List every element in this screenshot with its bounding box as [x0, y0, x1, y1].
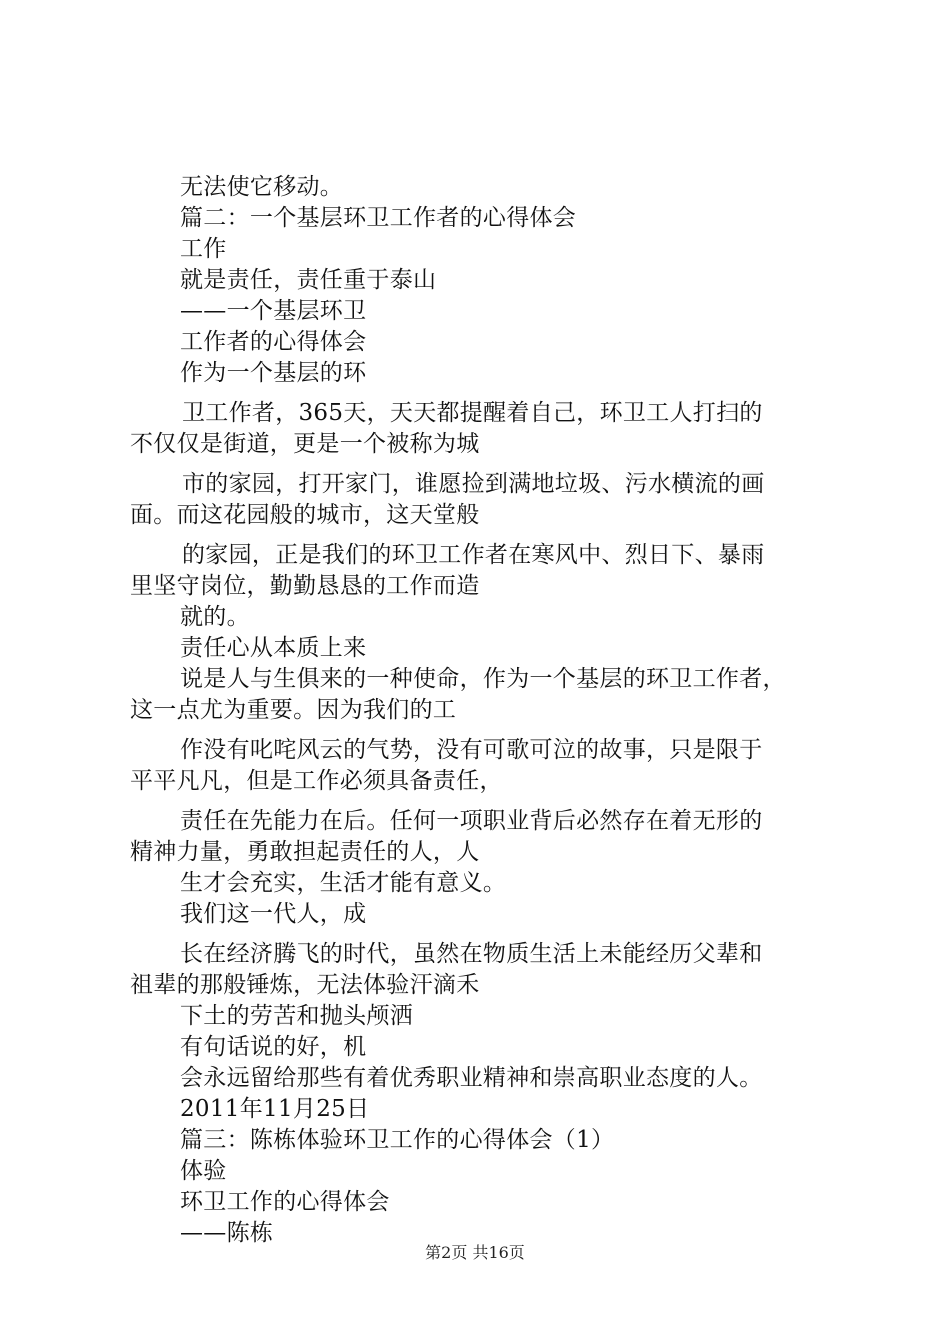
- text-line: 有句话说的好，机: [180, 1034, 367, 1060]
- date-line: 2011年11月25日: [180, 1096, 370, 1122]
- text-line: 面。而这花园般的城市，这天堂般: [130, 502, 480, 528]
- text-line: 的家园，正是我们的环卫工作者在寒风中、烈日下、暴雨: [182, 542, 765, 568]
- text-line: 无法使它移动。: [180, 174, 344, 200]
- text-line: ——一个基层环卫: [180, 298, 367, 324]
- text-line: 责任心从本质上来: [180, 635, 367, 661]
- section-heading: 篇三：陈栋体验环卫工作的心得体会（1）: [180, 1127, 615, 1153]
- text-line: 就的。: [180, 604, 250, 630]
- text-line: 生才会充实，生活才能有意义。: [180, 870, 507, 896]
- text-line: 体验: [180, 1158, 227, 1184]
- text-line: 里坚守岗位，勤勤恳恳的工作而造: [130, 573, 480, 599]
- text-line: 市的家园，打开家门，谁愿捡到满地垃圾、污水横流的画: [182, 471, 765, 497]
- text-line: 责任在先能力在后。任何一项职业背后必然存在着无形的: [180, 808, 763, 834]
- text-line: ——陈栋: [180, 1220, 274, 1246]
- text-line: 我们这一代人，成: [180, 901, 367, 927]
- section-heading: 篇二：一个基层环卫工作者的心得体会: [180, 205, 577, 231]
- text-line: 环卫工作的心得体会: [180, 1189, 390, 1215]
- text-line: 不仅仅是街道，更是一个被称为城: [130, 431, 480, 457]
- text-line: 作没有叱咤风云的气势，没有可歌可泣的故事，只是限于: [180, 737, 763, 763]
- text-line: 这一点尤为重要。因为我们的工: [130, 697, 457, 723]
- text-line: 平平凡凡，但是工作必须具备责任，: [130, 768, 503, 794]
- text-line: 长在经济腾飞的时代，虽然在物质生活上未能经历父辈和: [180, 941, 763, 967]
- document-body: [130, 172, 835, 1249]
- text-line: 工作: [180, 236, 227, 262]
- text-line: 作为一个基层的环: [180, 360, 367, 386]
- text-line: 说是人与生俱来的一种使命，作为一个基层的环卫工作者，: [180, 666, 786, 692]
- text-line: 下土的劳苦和抛头颅洒: [180, 1003, 413, 1029]
- text-line: 精神力量，勇敢担起责任的人，人: [130, 839, 480, 865]
- text-line: 就是责任，责任重于泰山: [180, 267, 437, 293]
- text-line: 卫工作者，365天，天天都提醒着自己，环卫工人打扫的: [182, 400, 763, 426]
- text-line: 祖辈的那般锤炼，无法体验汗滴禾: [130, 972, 480, 998]
- text-line: 工作者的心得体会: [180, 329, 367, 355]
- text-line: 会永远留给那些有着优秀职业精神和崇高职业态度的人。: [180, 1065, 763, 1091]
- page-footer: 第2页 共16页: [425, 1243, 525, 1262]
